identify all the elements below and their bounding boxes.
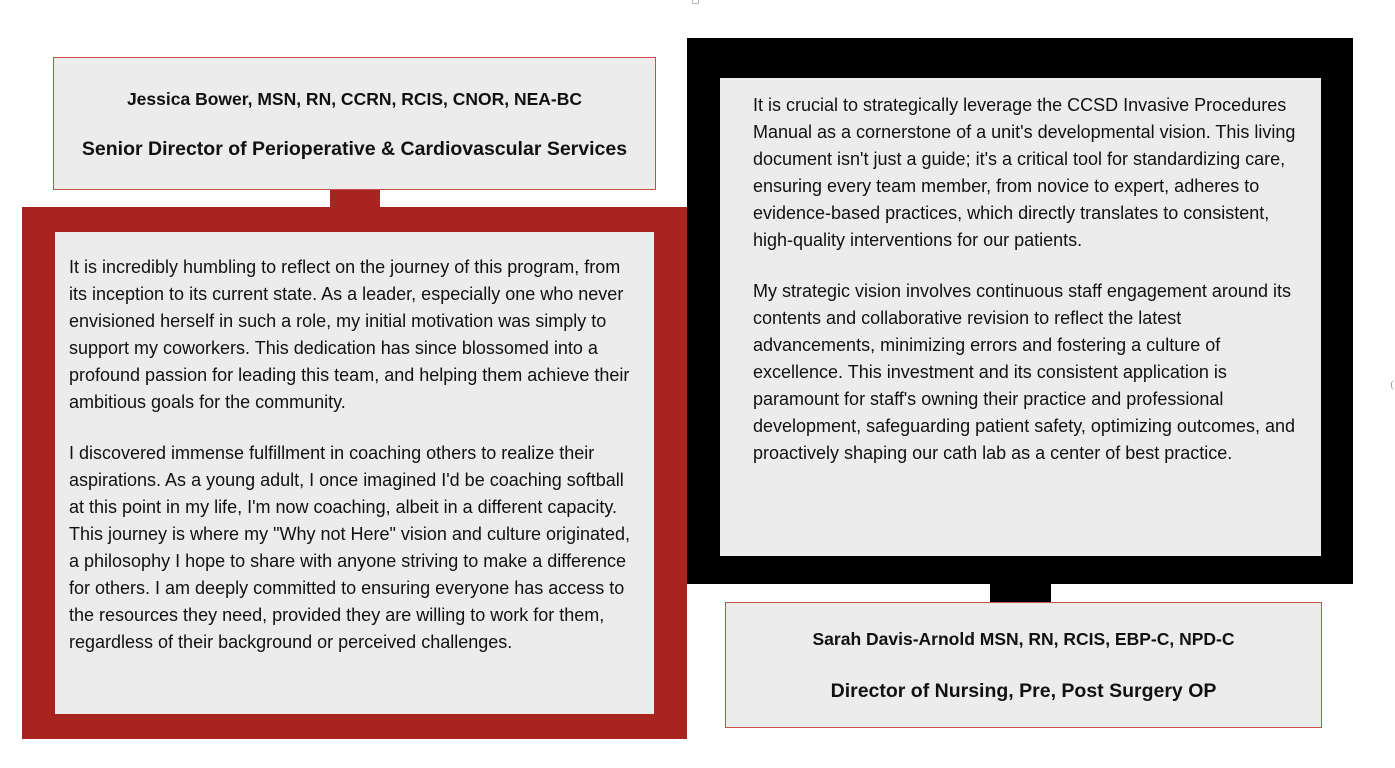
right-card-body	[720, 78, 1321, 556]
right-card-connector	[990, 584, 1051, 604]
right-card-paragraph-2: My strategic vision involves continuous staff engagement around its contents and collaborative revision to reflect the latest advancements, minimizing errors and fostering a culture of excellence. This investment and its consistent application is paramount for staff's owning their practice and professional development, safeguarding patient safety, optimizing outcomes, and proactively shaping our cath lab as a center of best practice.	[753, 281, 1295, 463]
right-nameplate	[725, 602, 1322, 728]
selection-handle-right	[1391, 380, 1395, 390]
left-card-paragraph-2: I discovered immense fulfillment in coaching others to realize their aspirations. As a young adult, I once imagined I'd be coaching softball at this point in my life, I'm now coaching, albeit in a different capacity. This journey is where my "Why not Here" vision and culture originated, a philosophy I hope to share with anyone striving to make a difference for others. I am deeply committed to ensuring everyone has access to the resources they need, provided they are willing to work for them, regardless of their background or perceived challenges.	[69, 443, 631, 652]
right-card-paragraph-1: It is crucial to strategically leverage the CCSD Invasive Procedures Manual as a cornerstone of a unit's developmental vision. This living document isn't just a guide; it's a critical tool for standardizing care, ensuring every team member, from novice to expert, adheres to evidence-based practices, which directly translates to consistent, high-quality interventions for our patients.	[753, 95, 1296, 250]
selection-handle-top	[692, 0, 699, 4]
right-person-name: Sarah Davis-Arnold MSN, RN, RCIS, EBP-C, NPD-C	[812, 629, 1235, 649]
left-person-title: Senior Director of Perioperative & Cardiovascular Services	[81, 138, 628, 160]
left-person-name: Jessica Bower, MSN, RN, CCRN, RCIS, CNOR, NEA-BC	[126, 89, 583, 109]
right-person-title: Director of Nursing, Pre, Post Surgery OP	[830, 680, 1217, 702]
left-card-connector	[330, 190, 380, 210]
left-nameplate	[53, 57, 656, 190]
left-card-paragraph-1: It is incredibly humbling to reflect on the journey of this program, from its inception to its current state. As a leader, especially one who never envisioned herself in such a role, my initial motivation was simply to support my coworkers. This dedication has since blossomed into a profound passion for leading this team, and helping them achieve their ambitious goals for the community.	[69, 257, 630, 412]
left-card-body	[55, 232, 654, 714]
